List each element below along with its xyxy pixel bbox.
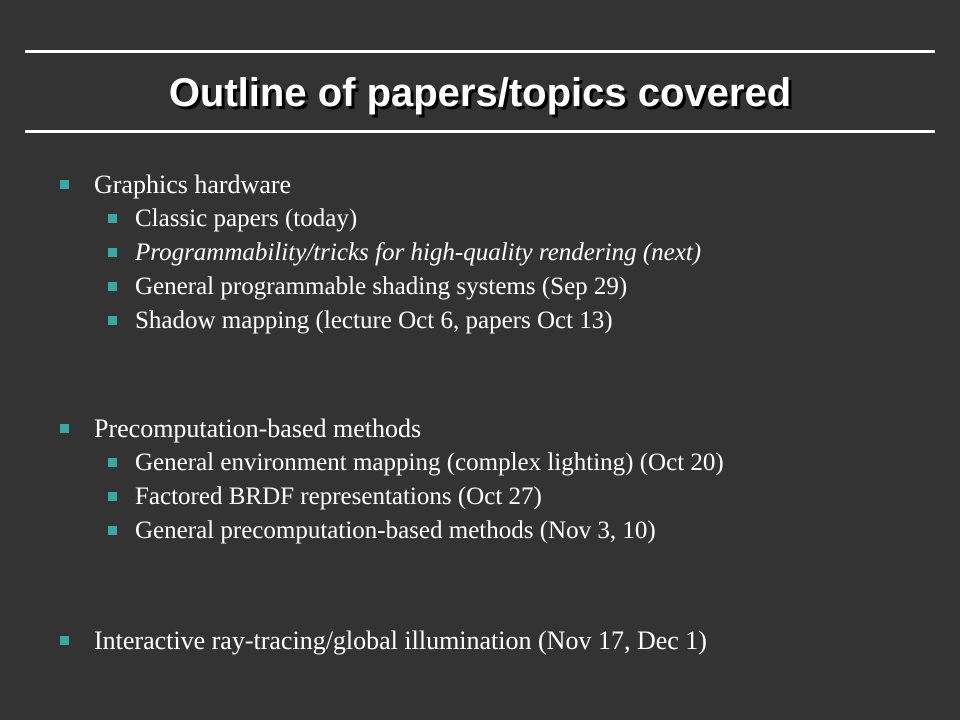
sub-bullet-text: Factored BRDF representations (Oct 27) <box>135 483 542 510</box>
sub-bullet-item <box>0 202 960 236</box>
square-bullet-icon <box>108 248 117 257</box>
sub-bullet-item <box>0 446 960 480</box>
sub-bullet-item <box>0 480 960 514</box>
sub-bullet-item <box>0 304 960 338</box>
sub-bullet-text: General precomputation-based methods (Nov 3, 10) <box>135 517 656 544</box>
section-graphics-hardware <box>0 168 960 338</box>
slide-title: Outline of papers/topics covered <box>168 71 792 115</box>
section-precomputation <box>0 412 960 548</box>
bullet-item <box>0 412 960 446</box>
sub-bullet-text: General environment mapping (complex lighting) (Oct 20) <box>135 449 724 476</box>
sub-bullet-item <box>0 514 960 548</box>
sub-bullet-text: Shadow mapping (lecture Oct 6, papers Oct 13) <box>135 307 613 334</box>
sub-bullet-text: Programmability/tricks for high-quality rendering (next) <box>135 239 702 266</box>
square-bullet-icon <box>60 636 69 645</box>
bullet-text: Graphics hardware <box>94 170 292 199</box>
sub-bullet-text: Classic papers (today) <box>135 205 358 232</box>
square-bullet-icon <box>108 492 117 501</box>
square-bullet-icon <box>108 458 117 467</box>
square-bullet-icon <box>60 424 69 433</box>
sub-bullet-text: General programmable shading systems (Sep 29) <box>135 273 628 300</box>
bullet-item <box>0 624 960 658</box>
section-ray-tracing <box>0 624 960 658</box>
bullet-text: Interactive ray-tracing/global illumination (Nov 17, Dec 1) <box>94 626 707 655</box>
square-bullet-icon <box>108 282 117 291</box>
sub-bullet-item <box>0 236 960 270</box>
square-bullet-icon <box>108 526 117 535</box>
square-bullet-icon <box>108 214 117 223</box>
square-bullet-icon <box>60 180 69 189</box>
title-bottom-rule <box>25 130 935 133</box>
square-bullet-icon <box>108 316 117 325</box>
title-top-rule <box>25 50 935 53</box>
sub-bullet-item <box>0 270 960 304</box>
bullet-text: Precomputation-based methods <box>94 414 422 443</box>
bullet-item <box>0 168 960 202</box>
